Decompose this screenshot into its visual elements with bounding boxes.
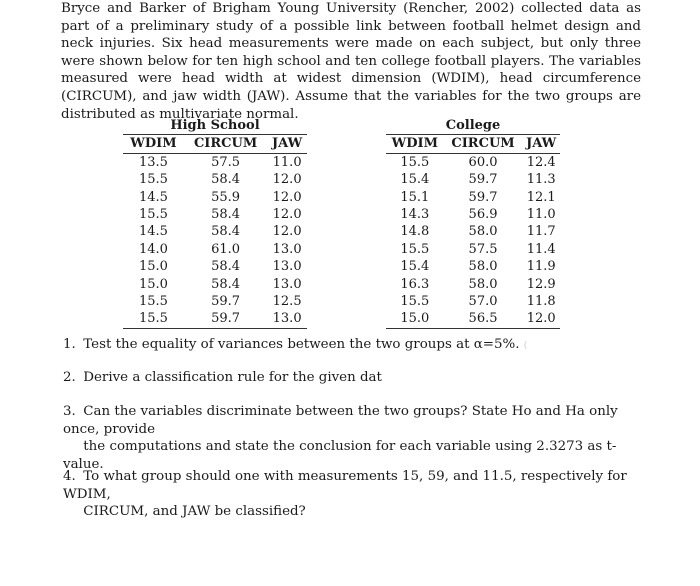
hs-row [123,276,307,293]
college-row [386,189,560,206]
hs-cell: 58.4 [211,207,241,223]
hs-cell: 58.4 [211,172,241,188]
college-title: College [445,118,501,133]
hs-col-jaw: JAW [272,136,303,152]
college-cell: 16.3 [400,276,430,292]
college-cell: 59.7 [468,172,498,188]
hs-cell: 12.0 [272,172,302,188]
question-1: 1. Test the equality of variances between the two groups at α=5%. ( [63,337,528,352]
hs-cell: 12.5 [272,294,302,310]
college-col-circum: CIRCUM [451,136,515,152]
hs-cell: 15.0 [139,259,168,275]
question-4: 4. To what group should one with measurements 15, 59, and 11.5, respectively for WDIM, CIRCUM, and JAW be classified? [63,469,627,520]
college-cell: 56.9 [468,207,498,223]
hs-row [123,258,307,275]
college-cell: 11.4 [526,241,556,257]
college-cell: 58.0 [468,276,498,292]
college-row [386,241,560,258]
hs-cell: 58.4 [211,276,241,292]
hs-cell: 15.5 [139,172,168,188]
hs-cell: 61.0 [211,241,241,257]
hs-cell: 12.0 [272,224,302,240]
college-cell: 58.0 [468,224,498,240]
hs-cell: 59.7 [211,294,241,310]
college-row [386,276,560,293]
hs-cell: 14.0 [139,241,168,257]
hs-row [123,310,307,328]
hs-cell: 12.0 [272,207,302,223]
hs-row [123,241,307,258]
college-col-jaw: JAW [526,136,557,152]
hs-col-wdim: WDIM [130,136,177,152]
college-row [386,223,560,240]
problem-intro: Bryce and Barker of Brigham Young University (Rencher, 2002) collected data as part of a preliminary study of a possible link between football helmet design and neck injuries. Six head measurements were made on each subject, but only three were shown below for ten high school and ten college football players. The variables measured were head width at widest dimension (WDIM), head circumference (CIRCUM), and jaw width (JAW). Assume that the variables for the two groups are distributed as multivariate normal. [61,1,641,122]
hs-cell: 59.7 [211,311,241,327]
college-cell: 15.5 [400,154,430,170]
hs-cell: 15.5 [139,294,168,310]
hs-row [123,223,307,240]
hs-row [123,153,307,171]
college-cell: 56.5 [468,311,498,327]
college-cell: 12.4 [526,154,556,170]
hs-row [123,293,307,310]
college-row [386,171,560,188]
hs-cell: 14.5 [139,189,168,205]
college-cell: 15.4 [400,172,430,188]
college-cell: 12.9 [526,276,556,292]
college-cell: 15.5 [400,241,430,257]
college-cell: 15.1 [400,189,430,205]
hs-cell: 13.0 [272,241,302,257]
hs-cell: 58.4 [211,224,241,240]
hs-col-circum: CIRCUM [193,136,258,152]
college-cell: 12.0 [526,311,556,327]
college-cell: 59.7 [468,189,498,205]
hs-cell: 55.9 [211,189,241,205]
hs-cell: 15.5 [139,207,168,223]
hs-cell: 14.5 [139,224,168,240]
hs-cell: 13.0 [272,276,302,292]
hs-row [123,171,307,188]
college-col-wdim: WDIM [391,136,438,152]
hs-cell: 57.5 [211,154,241,170]
college-cell: 12.1 [526,189,556,205]
hs-cell: 15.0 [139,276,168,292]
college-cell: 11.7 [526,224,556,240]
college-cell: 11.0 [526,207,556,223]
question-2: 2. Derive a classification rule for the given dat [63,370,382,385]
hs-row [123,206,307,223]
hs-cell: 58.4 [211,259,241,275]
college-table [386,117,560,329]
college-cell: 11.9 [526,259,556,275]
college-cell: 58.0 [468,259,498,275]
hs-cell: 13.0 [272,311,302,327]
college-cell: 15.5 [400,294,430,310]
college-row [386,310,560,328]
college-row [386,258,560,275]
high-school-title: High School [170,118,260,133]
college-cell: 15.0 [400,311,430,327]
college-row [386,153,560,171]
college-cell: 14.8 [400,224,430,240]
college-cell: 60.0 [468,154,498,170]
hs-cell: 15.5 [139,311,168,327]
hs-cell: 12.0 [272,189,302,205]
hs-cell: 13.5 [139,154,168,170]
college-cell: 57.5 [468,241,498,257]
high-school-table [123,117,307,329]
college-cell: 57.0 [468,294,498,310]
question-3: 3. Can the variables discriminate between the two groups? State Ho and Ha only once, provide the computations and state the conclusion for each variable using 2.3273 as t-value. [63,404,618,472]
hs-row [123,189,307,206]
faint-mark: ( [523,341,528,351]
college-cell: 11.8 [526,294,556,310]
college-row [386,293,560,310]
hs-cell: 11.0 [272,154,302,170]
college-cell: 15.4 [400,259,430,275]
college-cell: 14.3 [400,207,430,223]
college-row [386,206,560,223]
college-cell: 11.3 [526,172,556,188]
hs-cell: 13.0 [272,259,302,275]
